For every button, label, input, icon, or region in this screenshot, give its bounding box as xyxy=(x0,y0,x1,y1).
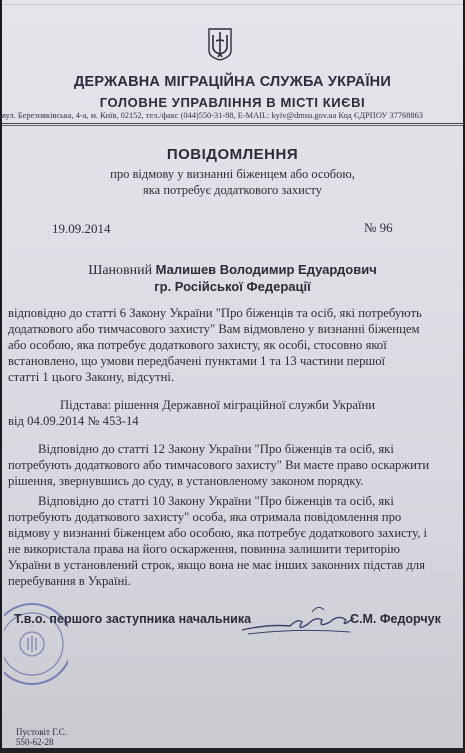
addressee-prefix: Шановний xyxy=(88,263,153,278)
header-rule xyxy=(2,123,463,124)
photo-edge xyxy=(2,4,463,5)
paragraph-4-line: України в установлений строк, якщо вона не має інших законних підстав для xyxy=(8,558,425,572)
bottom-edge xyxy=(0,748,465,753)
paragraph-1-line: статті 1 цього Закону, відсутні. xyxy=(8,370,175,384)
executor-name: Пустовіт Г.С. xyxy=(16,727,67,737)
paragraph-4-line: потребують додаткового захисту" особа, яка отримала повідомлення про xyxy=(8,510,402,524)
paragraph-4-line: Відповідно до статті 10 Закону України "Про біженців та осіб, які xyxy=(38,494,394,508)
document-date: 19.09.2014 xyxy=(52,221,111,236)
basis-line: від 04.09.2014 № 453-14 xyxy=(8,414,139,428)
organization-name: ДЕРЖАВНА МІГРАЦІЙНА СЛУЖБА УКРАЇНИ xyxy=(74,74,391,90)
addressee-name: Малишев Володимир Едуардович xyxy=(155,262,377,277)
addressee-citizenship: гр. Російської Федерації xyxy=(154,279,311,294)
paragraph-4-line: перебування в Україні. xyxy=(8,574,131,588)
paragraph-1-line: додаткового або тимчасового захисту" Вам відмовлено у визнанні біженцем xyxy=(8,322,420,336)
paragraph-3-line: потребують додаткового або тимчасового захисту" Ви маєте право оскаржити xyxy=(8,458,430,472)
signatory-position: Т.в.о. першого заступника начальника xyxy=(14,612,252,626)
paragraph-1-line: встановлено, що умови передбачені пунктами 1 та 13 частини першої xyxy=(8,354,386,368)
paragraph-4-line: не використала права на його оскарження, повинна залишити територію xyxy=(8,542,400,556)
header-rule-secondary xyxy=(2,125,463,126)
official-stamp xyxy=(4,594,68,694)
document-subtitle-line-2: яка потребує додаткового захисту xyxy=(143,183,322,197)
addressee-greeting xyxy=(2,262,463,279)
department-name: ГОЛОВНЕ УПРАВЛІННЯ В МІСТІ КИЄВІ xyxy=(99,95,366,110)
trident-icon xyxy=(207,27,233,61)
paragraph-4-line: відмову у визнанні біженцем або особою, яка потребує додаткового захисту, і xyxy=(8,526,428,540)
document-number: № 96 xyxy=(364,220,393,235)
basis-line: Підстава: рішення Державної міграційної служби України xyxy=(60,398,376,412)
addressee-citizenship-line xyxy=(2,279,463,296)
address-line: вул. Березняківська, 4-а, м. Київ, 02152, тел./факс (044)550-31-88, E-MAIL: kyiv@dmsu.gov.ua Код ЄДРПОУ 37768863 xyxy=(2,111,423,120)
paragraph-3-line: Відповідно до статті 12 Закону України "Про біженців та осіб, які xyxy=(38,442,394,456)
paragraph-1-line: або особою, яка потребує додаткового захисту, як особі, стосовно якої xyxy=(8,338,387,352)
signatory-name: С.М. Федорчук xyxy=(350,612,441,626)
handwritten-signature xyxy=(238,598,358,642)
paragraph-1-line: відповідно до статті 6 Закону України "Про біженців та осіб, які потребують xyxy=(8,306,422,320)
document-subtitle-line-1: про відмову у визнанні біженцем або особою, xyxy=(110,167,355,181)
document-page xyxy=(2,0,463,753)
document-title: ПОВІДОМЛЕННЯ xyxy=(166,146,299,163)
executor-info xyxy=(16,727,67,747)
paragraph-3-line: рішення, звернувшись до суду, в установленому законом порядку. xyxy=(8,474,364,488)
executor-phone: 550-62-28 xyxy=(16,737,54,747)
